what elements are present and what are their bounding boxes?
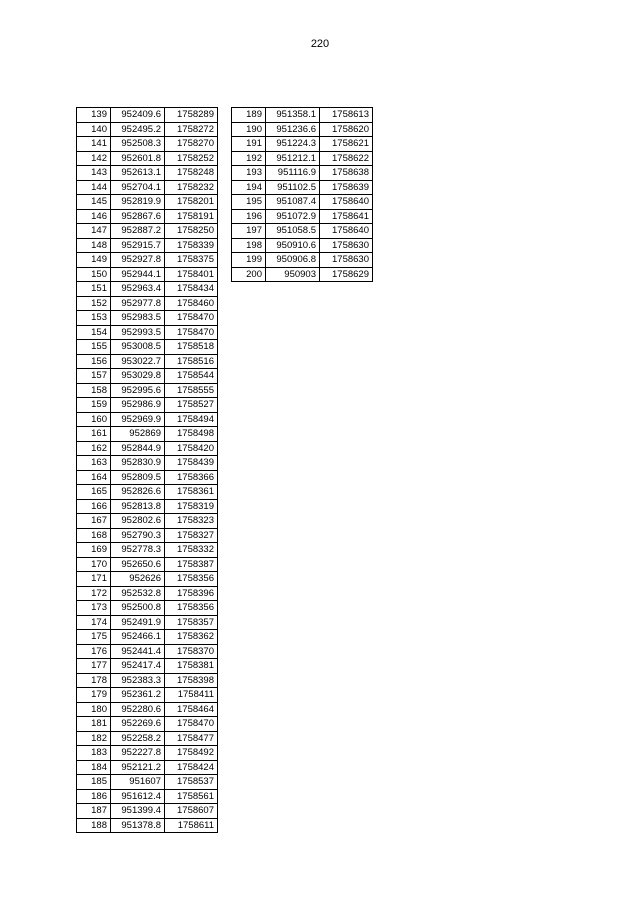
x-coordinate-cell: 951212.1: [266, 151, 320, 166]
point-number-cell: 168: [77, 528, 111, 543]
coordinates-table-left: [76, 107, 218, 833]
point-number-cell: 155: [77, 340, 111, 355]
table-row: [77, 383, 218, 398]
y-coordinate-cell: 1758332: [165, 543, 218, 558]
table-row: [77, 166, 218, 181]
point-number-cell: 149: [77, 253, 111, 268]
x-coordinate-cell: 952867.6: [111, 209, 165, 224]
table-row: [77, 514, 218, 529]
table-row: [77, 311, 218, 326]
y-coordinate-cell: 1758356: [165, 601, 218, 616]
point-number-cell: 178: [77, 673, 111, 688]
y-coordinate-cell: 1758527: [165, 398, 218, 413]
point-number-cell: 171: [77, 572, 111, 587]
point-number-cell: 200: [232, 267, 266, 282]
x-coordinate-cell: 951607: [111, 775, 165, 790]
y-coordinate-cell: 1758362: [165, 630, 218, 645]
x-coordinate-cell: 952280.6: [111, 702, 165, 717]
table-row: [77, 572, 218, 587]
x-coordinate-cell: 952986.9: [111, 398, 165, 413]
table-row: [232, 108, 373, 123]
table-row: [232, 209, 373, 224]
y-coordinate-cell: 1758323: [165, 514, 218, 529]
table-row: [77, 441, 218, 456]
table-row: [77, 789, 218, 804]
y-coordinate-cell: 1758630: [320, 253, 373, 268]
y-coordinate-cell: 1758470: [165, 717, 218, 732]
page-number: 220: [310, 38, 330, 50]
y-coordinate-cell: 1758470: [165, 325, 218, 340]
y-coordinate-cell: 1758537: [165, 775, 218, 790]
y-coordinate-cell: 1758622: [320, 151, 373, 166]
x-coordinate-cell: 952977.8: [111, 296, 165, 311]
y-coordinate-cell: 1758638: [320, 166, 373, 181]
y-coordinate-cell: 1758272: [165, 122, 218, 137]
y-coordinate-cell: 1758434: [165, 282, 218, 297]
table-row: [77, 282, 218, 297]
x-coordinate-cell: 953008.5: [111, 340, 165, 355]
y-coordinate-cell: 1758327: [165, 528, 218, 543]
x-coordinate-cell: 951358.1: [266, 108, 320, 123]
table-row: [77, 267, 218, 282]
point-number-cell: 153: [77, 311, 111, 326]
y-coordinate-cell: 1758613: [320, 108, 373, 123]
y-coordinate-cell: 1758492: [165, 746, 218, 761]
y-coordinate-cell: 1758201: [165, 195, 218, 210]
point-number-cell: 162: [77, 441, 111, 456]
x-coordinate-cell: 950910.6: [266, 238, 320, 253]
point-number-cell: 196: [232, 209, 266, 224]
y-coordinate-cell: 1758375: [165, 253, 218, 268]
table-row: [77, 688, 218, 703]
point-number-cell: 146: [77, 209, 111, 224]
x-coordinate-cell: 952927.8: [111, 253, 165, 268]
y-coordinate-cell: 1758630: [320, 238, 373, 253]
x-coordinate-cell: 952466.1: [111, 630, 165, 645]
table-row: [77, 543, 218, 558]
table-row: [77, 209, 218, 224]
coordinates-table-right: [231, 107, 373, 282]
x-coordinate-cell: 952121.2: [111, 760, 165, 775]
x-coordinate-cell: 952819.9: [111, 195, 165, 210]
table-row: [77, 180, 218, 195]
x-coordinate-cell: 952417.4: [111, 659, 165, 674]
x-coordinate-cell: 953029.8: [111, 369, 165, 384]
table-row: [77, 195, 218, 210]
y-coordinate-cell: 1758356: [165, 572, 218, 587]
x-coordinate-cell: 952269.6: [111, 717, 165, 732]
table-row: [77, 644, 218, 659]
x-coordinate-cell: 951236.6: [266, 122, 320, 137]
y-coordinate-cell: 1758460: [165, 296, 218, 311]
point-number-cell: 160: [77, 412, 111, 427]
y-coordinate-cell: 1758477: [165, 731, 218, 746]
table-row: [232, 238, 373, 253]
x-coordinate-cell: 952361.2: [111, 688, 165, 703]
y-coordinate-cell: 1758629: [320, 267, 373, 282]
table-row: [77, 296, 218, 311]
table-row: [232, 180, 373, 195]
point-number-cell: 190: [232, 122, 266, 137]
y-coordinate-cell: 1758387: [165, 557, 218, 572]
x-coordinate-cell: 952227.8: [111, 746, 165, 761]
point-number-cell: 197: [232, 224, 266, 239]
point-number-cell: 152: [77, 296, 111, 311]
point-number-cell: 182: [77, 731, 111, 746]
table-row: [77, 659, 218, 674]
point-number-cell: 165: [77, 485, 111, 500]
point-number-cell: 189: [232, 108, 266, 123]
y-coordinate-cell: 1758516: [165, 354, 218, 369]
table-row: [77, 412, 218, 427]
table-row: [77, 108, 218, 123]
y-coordinate-cell: 1758339: [165, 238, 218, 253]
y-coordinate-cell: 1758250: [165, 224, 218, 239]
y-coordinate-cell: 1758641: [320, 209, 373, 224]
y-coordinate-cell: 1758620: [320, 122, 373, 137]
x-coordinate-cell: 950903: [266, 267, 320, 282]
table-row: [77, 122, 218, 137]
point-number-cell: 199: [232, 253, 266, 268]
point-number-cell: 157: [77, 369, 111, 384]
x-coordinate-cell: 951072.9: [266, 209, 320, 224]
table-row: [77, 775, 218, 790]
point-number-cell: 181: [77, 717, 111, 732]
point-number-cell: 173: [77, 601, 111, 616]
y-coordinate-cell: 1758498: [165, 427, 218, 442]
point-number-cell: 167: [77, 514, 111, 529]
point-number-cell: 194: [232, 180, 266, 195]
y-coordinate-cell: 1758494: [165, 412, 218, 427]
x-coordinate-cell: 950906.8: [266, 253, 320, 268]
point-number-cell: 183: [77, 746, 111, 761]
y-coordinate-cell: 1758401: [165, 267, 218, 282]
x-coordinate-cell: 951087.4: [266, 195, 320, 210]
y-coordinate-cell: 1758607: [165, 804, 218, 819]
point-number-cell: 150: [77, 267, 111, 282]
table-row: [77, 340, 218, 355]
y-coordinate-cell: 1758640: [320, 224, 373, 239]
point-number-cell: 140: [77, 122, 111, 137]
x-coordinate-cell: 951399.4: [111, 804, 165, 819]
table-row: [77, 746, 218, 761]
table-row: [77, 456, 218, 471]
x-coordinate-cell: 952495.2: [111, 122, 165, 137]
point-number-cell: 147: [77, 224, 111, 239]
x-coordinate-cell: 952983.5: [111, 311, 165, 326]
y-coordinate-cell: 1758464: [165, 702, 218, 717]
point-number-cell: 159: [77, 398, 111, 413]
point-number-cell: 154: [77, 325, 111, 340]
point-number-cell: 151: [77, 282, 111, 297]
y-coordinate-cell: 1758439: [165, 456, 218, 471]
table-row: [77, 253, 218, 268]
table-row: [77, 238, 218, 253]
point-number-cell: 169: [77, 543, 111, 558]
point-number-cell: 145: [77, 195, 111, 210]
x-coordinate-cell: 951378.8: [111, 818, 165, 833]
point-number-cell: 174: [77, 615, 111, 630]
y-coordinate-cell: 1758191: [165, 209, 218, 224]
point-number-cell: 188: [77, 818, 111, 833]
table-row: [77, 151, 218, 166]
point-number-cell: 144: [77, 180, 111, 195]
table-row: [77, 818, 218, 833]
table-row: [77, 499, 218, 514]
y-coordinate-cell: 1758370: [165, 644, 218, 659]
table-row: [77, 702, 218, 717]
x-coordinate-cell: 952802.6: [111, 514, 165, 529]
x-coordinate-cell: 952887.2: [111, 224, 165, 239]
x-coordinate-cell: 952613.1: [111, 166, 165, 181]
table-row: [77, 804, 218, 819]
y-coordinate-cell: 1758396: [165, 586, 218, 601]
point-number-cell: 184: [77, 760, 111, 775]
point-number-cell: 179: [77, 688, 111, 703]
y-coordinate-cell: 1758420: [165, 441, 218, 456]
table-row: [232, 122, 373, 137]
point-number-cell: 172: [77, 586, 111, 601]
x-coordinate-cell: 952844.9: [111, 441, 165, 456]
table-row: [77, 485, 218, 500]
table-row: [77, 760, 218, 775]
x-coordinate-cell: 951116.9: [266, 166, 320, 181]
y-coordinate-cell: 1758381: [165, 659, 218, 674]
table-row: [77, 586, 218, 601]
y-coordinate-cell: 1758621: [320, 137, 373, 152]
x-coordinate-cell: 952601.8: [111, 151, 165, 166]
y-coordinate-cell: 1758398: [165, 673, 218, 688]
point-number-cell: 192: [232, 151, 266, 166]
point-number-cell: 164: [77, 470, 111, 485]
point-number-cell: 141: [77, 137, 111, 152]
x-coordinate-cell: 952704.1: [111, 180, 165, 195]
y-coordinate-cell: 1758555: [165, 383, 218, 398]
x-coordinate-cell: 952778.3: [111, 543, 165, 558]
y-coordinate-cell: 1758361: [165, 485, 218, 500]
table-row: [77, 615, 218, 630]
point-number-cell: 148: [77, 238, 111, 253]
x-coordinate-cell: 952993.5: [111, 325, 165, 340]
y-coordinate-cell: 1758561: [165, 789, 218, 804]
y-coordinate-cell: 1758470: [165, 311, 218, 326]
point-number-cell: 176: [77, 644, 111, 659]
table-row: [232, 151, 373, 166]
table-row: [77, 325, 218, 340]
table-row: [77, 557, 218, 572]
y-coordinate-cell: 1758289: [165, 108, 218, 123]
x-coordinate-cell: 952969.9: [111, 412, 165, 427]
point-number-cell: 139: [77, 108, 111, 123]
point-number-cell: 161: [77, 427, 111, 442]
x-coordinate-cell: 951612.4: [111, 789, 165, 804]
point-number-cell: 166: [77, 499, 111, 514]
x-coordinate-cell: 952809.5: [111, 470, 165, 485]
table-row: [77, 137, 218, 152]
x-coordinate-cell: 952441.4: [111, 644, 165, 659]
y-coordinate-cell: 1758357: [165, 615, 218, 630]
table-row: [232, 267, 373, 282]
x-coordinate-cell: 952830.9: [111, 456, 165, 471]
x-coordinate-cell: 952944.1: [111, 267, 165, 282]
table-row: [232, 137, 373, 152]
table-row: [77, 427, 218, 442]
y-coordinate-cell: 1758639: [320, 180, 373, 195]
point-number-cell: 185: [77, 775, 111, 790]
point-number-cell: 143: [77, 166, 111, 181]
table-row: [77, 731, 218, 746]
table-row: [77, 224, 218, 239]
x-coordinate-cell: 952813.8: [111, 499, 165, 514]
point-number-cell: 198: [232, 238, 266, 253]
x-coordinate-cell: 953022.7: [111, 354, 165, 369]
x-coordinate-cell: 952995.6: [111, 383, 165, 398]
x-coordinate-cell: 951224.3: [266, 137, 320, 152]
point-number-cell: 191: [232, 137, 266, 152]
point-number-cell: 186: [77, 789, 111, 804]
point-number-cell: 170: [77, 557, 111, 572]
x-coordinate-cell: 952258.2: [111, 731, 165, 746]
point-number-cell: 195: [232, 195, 266, 210]
table-row: [232, 253, 373, 268]
point-number-cell: 180: [77, 702, 111, 717]
point-number-cell: 193: [232, 166, 266, 181]
y-coordinate-cell: 1758544: [165, 369, 218, 384]
x-coordinate-cell: 952869: [111, 427, 165, 442]
x-coordinate-cell: 952963.4: [111, 282, 165, 297]
y-coordinate-cell: 1758270: [165, 137, 218, 152]
point-number-cell: 158: [77, 383, 111, 398]
x-coordinate-cell: 952650.6: [111, 557, 165, 572]
x-coordinate-cell: 952790.3: [111, 528, 165, 543]
x-coordinate-cell: 952532.8: [111, 586, 165, 601]
y-coordinate-cell: 1758366: [165, 470, 218, 485]
x-coordinate-cell: 952508.3: [111, 137, 165, 152]
x-coordinate-cell: 952500.8: [111, 601, 165, 616]
table-row: [77, 470, 218, 485]
table-row: [77, 717, 218, 732]
table-row: [77, 398, 218, 413]
y-coordinate-cell: 1758232: [165, 180, 218, 195]
x-coordinate-cell: 952915.7: [111, 238, 165, 253]
y-coordinate-cell: 1758252: [165, 151, 218, 166]
table-row: [77, 528, 218, 543]
table-row: [77, 369, 218, 384]
point-number-cell: 175: [77, 630, 111, 645]
y-coordinate-cell: 1758319: [165, 499, 218, 514]
y-coordinate-cell: 1758411: [165, 688, 218, 703]
table-row: [232, 166, 373, 181]
x-coordinate-cell: 952409.6: [111, 108, 165, 123]
y-coordinate-cell: 1758248: [165, 166, 218, 181]
table-row: [77, 601, 218, 616]
point-number-cell: 177: [77, 659, 111, 674]
point-number-cell: 142: [77, 151, 111, 166]
x-coordinate-cell: 951058.5: [266, 224, 320, 239]
table-row: [232, 195, 373, 210]
table-row: [77, 630, 218, 645]
point-number-cell: 156: [77, 354, 111, 369]
y-coordinate-cell: 1758611: [165, 818, 218, 833]
x-coordinate-cell: 952826.6: [111, 485, 165, 500]
y-coordinate-cell: 1758424: [165, 760, 218, 775]
table-row: [77, 673, 218, 688]
y-coordinate-cell: 1758518: [165, 340, 218, 355]
point-number-cell: 187: [77, 804, 111, 819]
x-coordinate-cell: 952626: [111, 572, 165, 587]
x-coordinate-cell: 952491.9: [111, 615, 165, 630]
x-coordinate-cell: 951102.5: [266, 180, 320, 195]
point-number-cell: 163: [77, 456, 111, 471]
table-row: [232, 224, 373, 239]
y-coordinate-cell: 1758640: [320, 195, 373, 210]
x-coordinate-cell: 952383.3: [111, 673, 165, 688]
table-row: [77, 354, 218, 369]
